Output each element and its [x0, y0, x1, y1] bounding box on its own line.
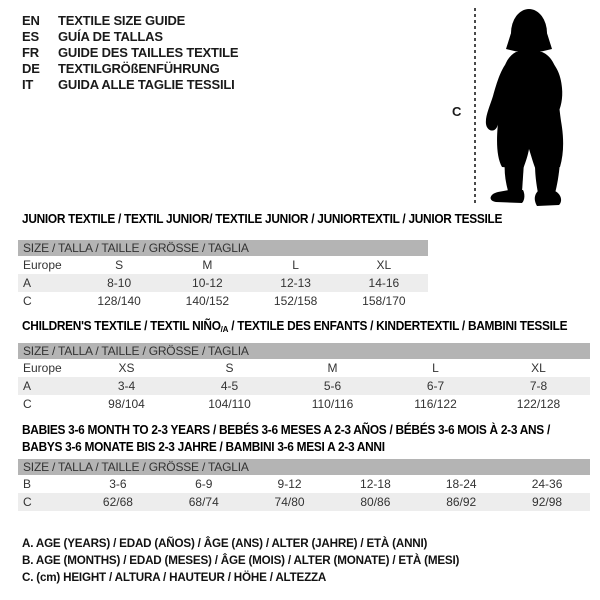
- size-cell: XS: [118, 361, 135, 375]
- language-label: GUIDA ALLE TAGLIE TESSILI: [58, 77, 235, 92]
- size-cell: 158/170: [362, 294, 406, 308]
- size-cell: XL: [376, 258, 392, 272]
- size-header-bar: SIZE / TALLA / TAILLE / GRÖSSE / TAGLIA: [18, 240, 428, 256]
- children-size-table: [18, 343, 590, 413]
- size-cell: 104/110: [208, 397, 251, 411]
- size-cell: 140/152: [185, 294, 230, 308]
- babies-table-title-line1: BABIES 3-6 MONTH TO 2-3 YEARS / BEBÉS 3-6 MESES A 2-3 AÑOS / BÉBÉS 3-6 MOIS À 2-3 ANS /: [22, 423, 550, 437]
- size-cell: 6-7: [426, 379, 445, 393]
- size-cell: 122/128: [516, 397, 561, 411]
- children-table-title: [22, 319, 567, 334]
- language-code: DE: [22, 61, 40, 76]
- language-code: FR: [22, 45, 39, 60]
- size-cell: 86/92: [446, 495, 477, 509]
- title-text: CHILDREN'S TEXTILE / TEXTIL NIÑO: [22, 319, 221, 333]
- size-cell: 62/68: [102, 495, 133, 509]
- table-row-a: [18, 377, 590, 395]
- babies-table-title-line2: BABYS 3-6 MONATE BIS 2-3 JAHRE / BAMBINI 3-6 MESI A 2-3 ANNI: [22, 440, 385, 454]
- size-cell: 9-12: [277, 477, 302, 491]
- size-cell: 68/74: [188, 495, 219, 509]
- language-code: ES: [22, 29, 39, 44]
- size-header-bar: SIZE / TALLA / TAILLE / GRÖSSE / TAGLIA: [18, 459, 590, 475]
- size-cell: 6-9: [195, 477, 213, 491]
- size-cell: 5-6: [323, 379, 342, 393]
- title-text: / TEXTILE DES ENFANTS / KINDERTEXTIL / BAMBINI TESSILE: [228, 319, 568, 333]
- size-cell: M: [327, 361, 338, 375]
- row-label: Europe: [23, 361, 62, 375]
- size-cell: S: [115, 258, 124, 272]
- size-cell: 80/86: [360, 495, 391, 509]
- size-cell: 74/80: [274, 495, 305, 509]
- row-label: A: [23, 276, 32, 290]
- size-cell: L: [292, 258, 299, 272]
- row-label: A: [23, 379, 32, 393]
- language-label: GUIDE DES TAILLES TEXTILE: [58, 45, 239, 60]
- size-header-bar: SIZE / TALLA / TAILLE / GRÖSSE / TAGLIA: [18, 343, 590, 359]
- legend-line-a: A. AGE (YEARS) / EDAD (AÑOS) / ÂGE (ANS) / ALTER (JAHRE) / ETÀ (ANNI): [22, 536, 428, 550]
- language-row: [22, 61, 238, 77]
- row-label: C: [23, 495, 32, 509]
- size-cell: 110/116: [311, 397, 354, 411]
- legend-line-b: B. AGE (MONTHS) / EDAD (MESES) / ÂGE (MOIS) / ALTER (MONATE) / ETÀ (MESI): [22, 553, 460, 567]
- row-label: B: [23, 477, 32, 491]
- size-cell: 24-36: [531, 477, 563, 491]
- junior-size-table: [18, 240, 428, 310]
- size-cell: 14-16: [368, 276, 400, 290]
- size-cell: 116/122: [414, 397, 457, 411]
- size-cell: S: [225, 361, 234, 375]
- height-label: C: [452, 104, 462, 119]
- language-label: TEXTILE SIZE GUIDE: [58, 13, 186, 28]
- language-row: [22, 77, 238, 93]
- size-cell: 3-4: [117, 379, 136, 393]
- language-label: TEXTILGRÖßENFÜHRUNG: [58, 61, 220, 76]
- language-code: EN: [22, 13, 40, 28]
- height-dashed-line: [474, 8, 476, 206]
- language-code: IT: [22, 77, 34, 92]
- size-cell: L: [432, 361, 439, 375]
- language-row: [22, 13, 238, 29]
- size-cell: M: [202, 258, 213, 272]
- size-cell: 98/104: [108, 397, 145, 411]
- legend-line-c: C. (cm) HEIGHT / ALTURA / HAUTEUR / HÖHE / ALTEZZA: [22, 570, 327, 584]
- language-label: GUÍA DE TALLAS: [58, 29, 163, 44]
- size-cell: 92/98: [532, 495, 563, 509]
- size-cell: 152/158: [273, 294, 318, 308]
- table-row-c: [18, 493, 590, 511]
- row-label: C: [23, 397, 32, 411]
- size-cell: 3-6: [109, 477, 127, 491]
- size-cell: 12-13: [280, 276, 311, 290]
- size-cell: 10-12: [192, 276, 223, 290]
- title-subscript: /A: [220, 324, 229, 334]
- baby-silhouette-icon: [478, 4, 596, 209]
- table-row-europe: [18, 359, 590, 377]
- size-cell: XL: [531, 361, 546, 375]
- size-cell: 128/140: [97, 294, 141, 308]
- table-row-c: [18, 292, 428, 310]
- row-label: Europe: [23, 258, 62, 272]
- size-cell: 18-24: [445, 477, 477, 491]
- size-cell: 7-8: [529, 379, 548, 393]
- table-row-europe: [18, 256, 428, 274]
- table-row-c: [18, 395, 590, 413]
- language-row: [22, 45, 238, 61]
- babies-size-table: [18, 459, 590, 511]
- junior-table-title: JUNIOR TEXTILE / TEXTIL JUNIOR/ TEXTILE JUNIOR / JUNIORTEXTIL / JUNIOR TESSILE: [22, 212, 503, 226]
- table-row-a: [18, 274, 428, 292]
- row-label: C: [23, 294, 32, 308]
- size-cell: 4-5: [220, 379, 239, 393]
- table-row-b: [18, 475, 590, 493]
- language-row: [22, 29, 238, 45]
- language-header: [22, 13, 238, 93]
- size-cell: 8-10: [107, 276, 132, 290]
- size-cell: 12-18: [360, 477, 391, 491]
